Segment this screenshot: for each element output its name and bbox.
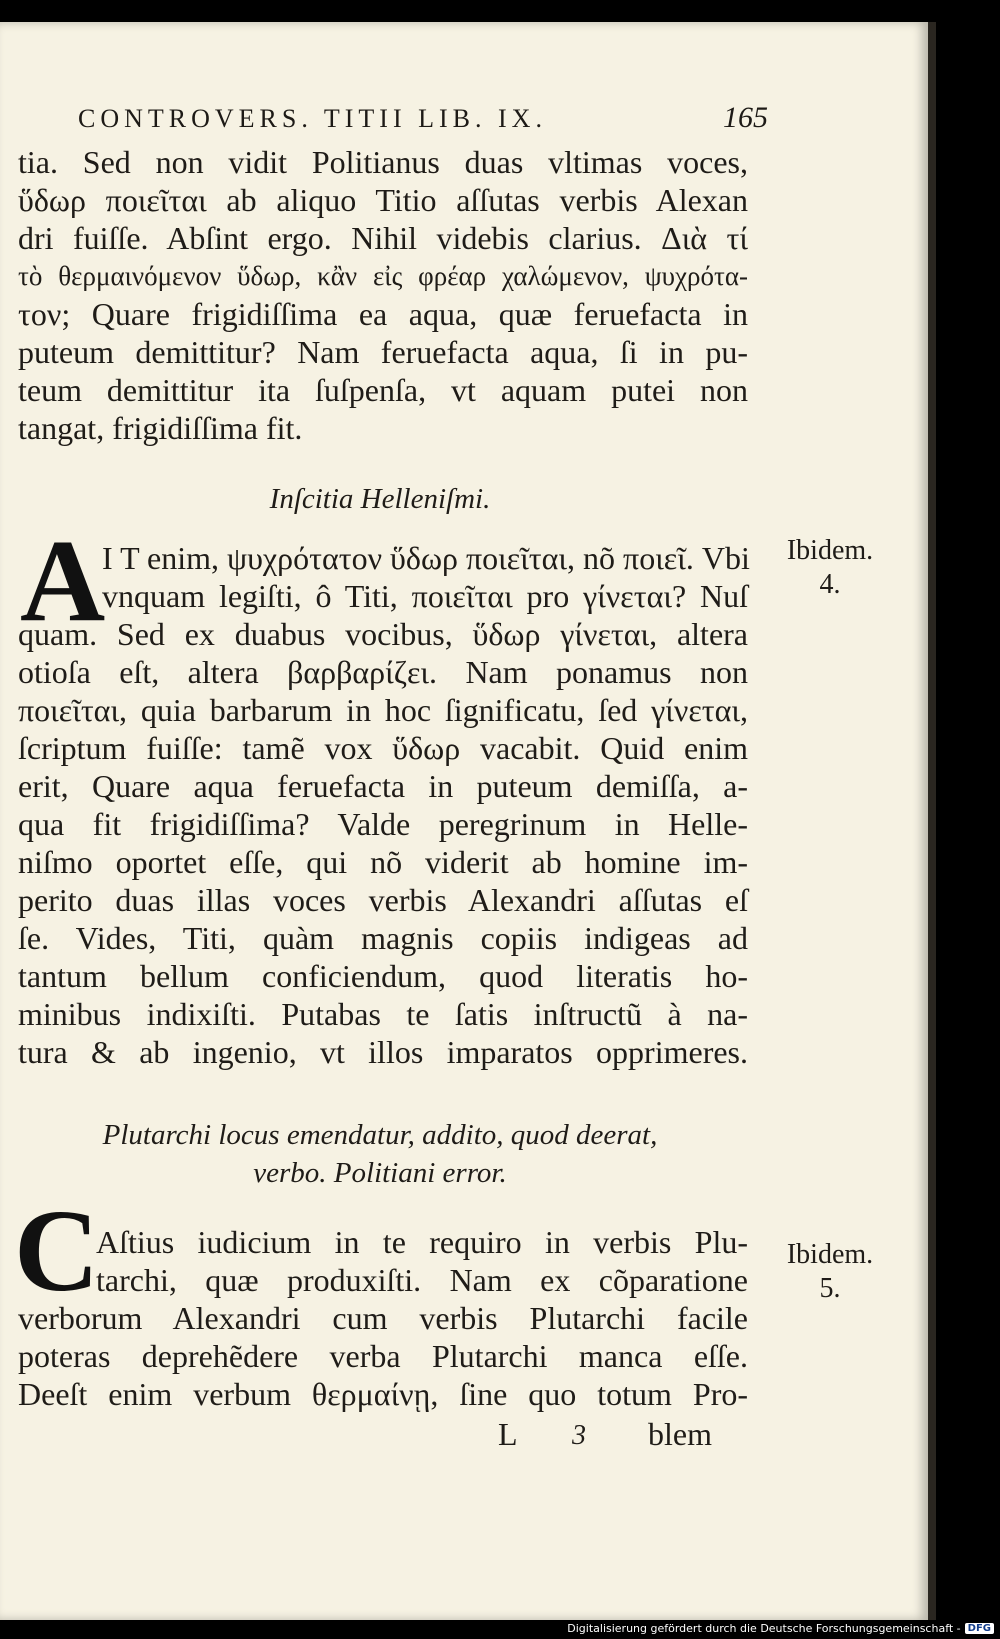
margin-note-title: Ibidem.: [786, 535, 874, 566]
signature-mark: L: [498, 1416, 518, 1452]
text-line: τὸ θερμαινόμενον ὕδωρ, κἂν εἰς φρέαρ χαλώμενον, ψυχρότα-: [18, 261, 748, 291]
text-line: poteras deprehẽdere verba Plutarchi manca eſſe.: [18, 1338, 748, 1374]
text-line: perito duas illas voces verbis Alexandri aſſutas eſ: [18, 882, 748, 918]
text-line: dri fuiſſe. Abſint ergo. Nihil videbis clarius. Διὰ τί: [18, 220, 748, 256]
text-line: teum demittitur ita ſuſpenſa, vt aquam putei non: [18, 372, 748, 408]
text-line: ſe. Vides, Titi, quàm magnis copiis indigeas ad: [18, 920, 748, 956]
dfg-logo: DFG: [965, 1623, 994, 1634]
section-heading: verbo. Politiani error.: [253, 1157, 507, 1189]
text-line: erit, Quare aqua feruefacta in puteum demiſſa, a-: [18, 768, 748, 804]
running-header: [78, 101, 768, 135]
text-line: verborum Alexandri cum verbis Plutarchi facile: [18, 1300, 748, 1336]
text-line: tangat, frigidiſſima fit.: [18, 410, 303, 446]
drop-cap: C: [14, 1185, 100, 1316]
footer-bar: [567, 1622, 994, 1635]
text-line: ποιεῖται, quia barbarum in hoc ſignificatu, ſed γίνεται,: [18, 692, 748, 728]
text-line: I T enim, ψυχρότατον ὕδωρ ποιεῖται, nõ ποιεῖ. Vbi: [102, 540, 750, 576]
text-line: tura & ab ingenio, vt illos imparatos opprimeres.: [18, 1034, 748, 1070]
text-line: ὕδωρ ποιεῖται ab aliquo Titio aſſutas verbis Alexan: [18, 182, 748, 218]
signature-number: 3: [572, 1420, 586, 1451]
section-heading: Inſcitia Helleniſmi.: [269, 483, 491, 515]
section-heading: Plutarchi locus emendatur, addito, quod deerat,: [102, 1119, 658, 1151]
text-line: Aſtius iudicium in te requiro in verbis Plu-: [96, 1224, 748, 1260]
text-line: quam. Sed ex duabus vocibus, ὕδωρ γίνεται, altera: [18, 616, 748, 652]
running-title: CONTROVERS. TITII LIB. IX.: [78, 104, 547, 133]
drop-cap: A: [20, 515, 106, 646]
text-line: otioſa eſt, altera βαρβαρίζει. Nam ponamus non: [18, 654, 748, 690]
margin-note: [770, 1238, 890, 1306]
text-line: Deeſt enim verbum θερμαίνῃ, ſine quo totum Pro-: [18, 1376, 748, 1412]
text-line: tia. Sed non vidit Politianus duas vltimas voces,: [18, 144, 748, 180]
text-line: τον; Quare frigidiſſima ea aqua, quæ feruefacta in: [18, 296, 748, 332]
margin-note-title: Ibidem.: [786, 1239, 874, 1270]
text-line: minibus indixiſti. Putabas te ſatis inſtructũ à na-: [18, 996, 748, 1032]
margin-note-number: 5.: [819, 1273, 841, 1304]
page-edge: [928, 22, 936, 1620]
page-number: 165: [723, 101, 768, 134]
margin-note: [770, 534, 890, 602]
catchword: blem: [648, 1416, 712, 1452]
text-line: vnquam legiſti, ô Titi, ποιεῖται pro γίνεται? Nuſ: [102, 578, 748, 614]
text-line: niſmo oportet eſſe, qui nõ viderit ab homine im-: [18, 844, 748, 880]
footer-text: Digitalisierung gefördert durch die Deutsche Forschungsgemeinschaft -: [567, 1622, 961, 1635]
text-line: tarchi, quæ produxiſti. Nam ex cõparatione: [96, 1262, 748, 1298]
text-line: puteum demittitur? Nam feruefacta aqua, ſi in pu-: [18, 334, 748, 370]
text-line: tantum bellum conficiendum, quod literatis ho-: [18, 958, 748, 994]
text-line: qua fit frigidiſſima? Valde peregrinum in Helle-: [18, 806, 748, 842]
margin-note-number: 4.: [819, 569, 841, 600]
text-line: ſcriptum fuiſſe: tamẽ vox ὕδωρ vacabit. Quid enim: [18, 730, 748, 766]
